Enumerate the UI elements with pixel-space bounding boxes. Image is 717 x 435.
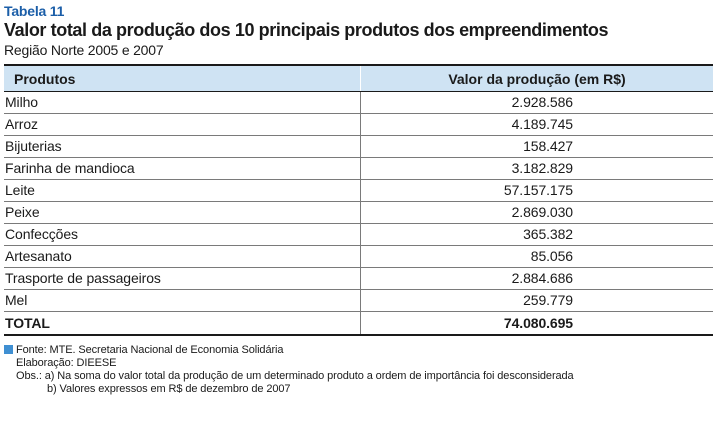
- cell-produto: Peixe: [4, 202, 361, 224]
- table-row: [4, 290, 713, 312]
- cell-produto: Bijuterias: [4, 136, 361, 158]
- cell-valor: 2.884.686: [361, 268, 714, 290]
- cell-total-label: TOTAL: [4, 312, 361, 336]
- cell-total-value: 74.080.695: [361, 312, 714, 336]
- table-row: [4, 224, 713, 246]
- table-row: [4, 180, 713, 202]
- cell-produto: Artesanato: [4, 246, 361, 268]
- column-header-produtos: Produtos: [4, 65, 361, 92]
- cell-valor: 158.427: [361, 136, 714, 158]
- data-table: [4, 64, 713, 336]
- cell-valor: 2.869.030: [361, 202, 714, 224]
- table-document: [4, 3, 712, 396]
- cell-produto: Mel: [4, 290, 361, 312]
- observation-a: Obs.: a) Na soma do valor total da produção de um determinado produto a ordem de importância foi desconsiderada: [16, 370, 574, 382]
- table-row: [4, 158, 713, 180]
- table-title: Valor total da produção dos 10 principais produtos dos empreendimentos: [4, 20, 609, 40]
- elaboration-note: Elaboração: DIEESE: [16, 357, 117, 369]
- table-row: [4, 114, 713, 136]
- cell-produto: Trasporte de passageiros: [4, 268, 361, 290]
- cell-valor: 259.779: [361, 290, 714, 312]
- observation-b: b) Valores expressos em R$ de dezembro de 2007: [47, 383, 291, 395]
- cell-valor: 85.056: [361, 246, 714, 268]
- cell-produto: Confecções: [4, 224, 361, 246]
- table-row: [4, 202, 713, 224]
- cell-produto: Leite: [4, 180, 361, 202]
- table-row: [4, 92, 713, 114]
- table-total-row: [4, 312, 713, 336]
- table-row: [4, 136, 713, 158]
- cell-valor: 2.928.586: [361, 92, 714, 114]
- column-header-valor: Valor da produção (em R$): [361, 65, 714, 92]
- source-square-icon: [4, 345, 13, 354]
- cell-valor: 365.382: [361, 224, 714, 246]
- cell-produto: Farinha de mandioca: [4, 158, 361, 180]
- table-notes: [4, 344, 712, 396]
- cell-valor: 4.189.745: [361, 114, 714, 136]
- source-note: Fonte: MTE. Secretaria Nacional de Economia Solidária: [16, 344, 284, 356]
- cell-valor: 57.157.175: [361, 180, 714, 202]
- cell-valor: 3.182.829: [361, 158, 714, 180]
- table-subtitle: Região Norte 2005 e 2007: [4, 42, 164, 58]
- table-header-row: [4, 65, 713, 92]
- table-row: [4, 246, 713, 268]
- table-number: Tabela 11: [4, 3, 65, 19]
- cell-produto: Arroz: [4, 114, 361, 136]
- cell-produto: Milho: [4, 92, 361, 114]
- table-row: [4, 268, 713, 290]
